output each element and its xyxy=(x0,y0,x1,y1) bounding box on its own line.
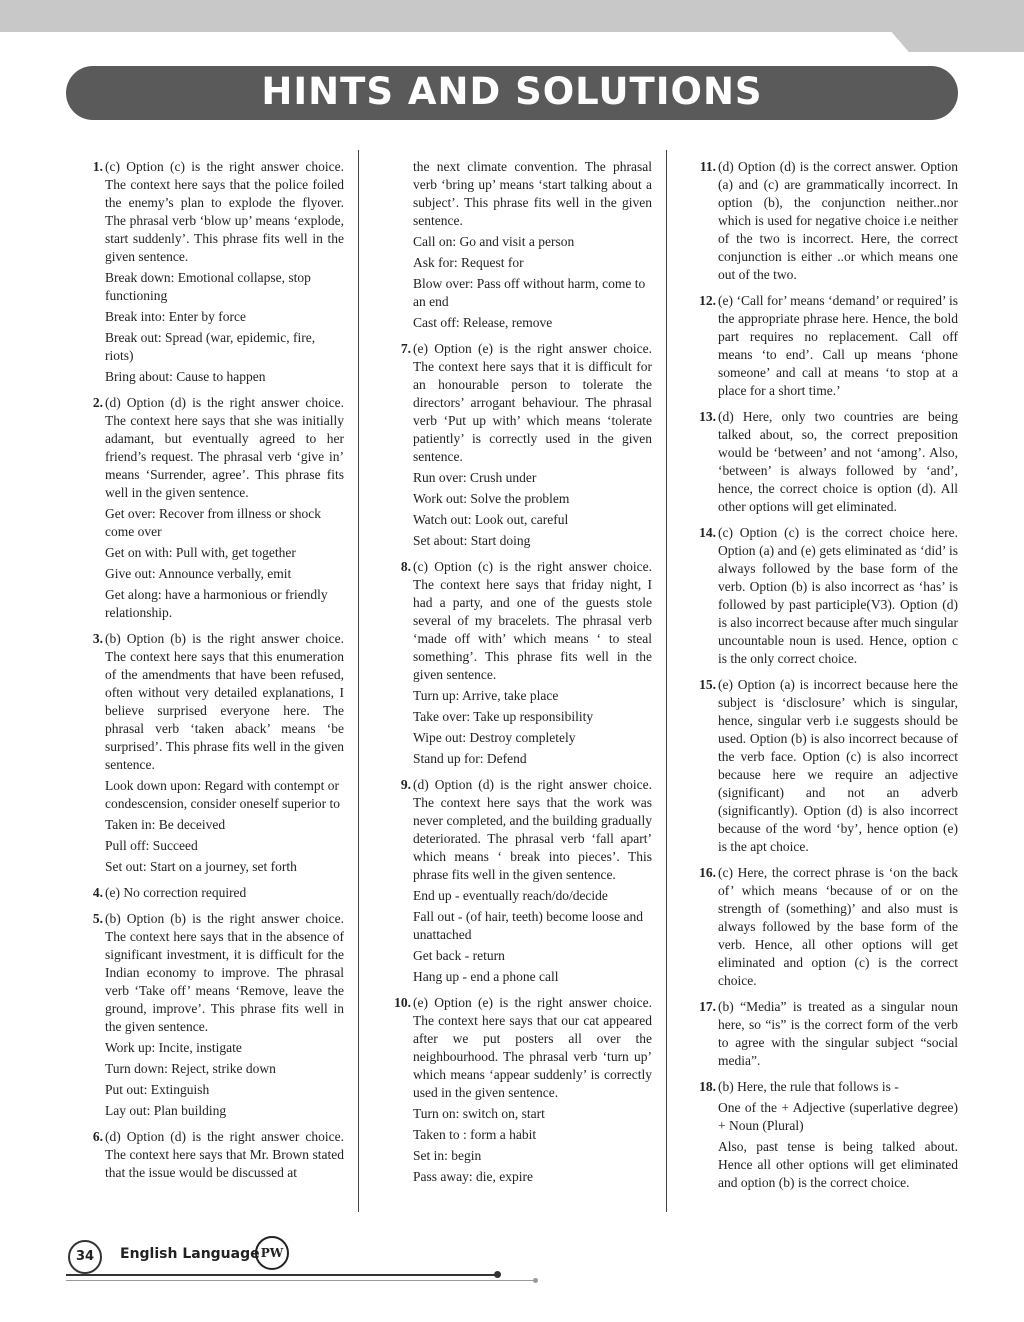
phrasal-verb-definition: Give out: Announce verbally, emit xyxy=(105,566,292,581)
solution-text: Also, past tense is being talked about. Hence all other options will get eliminated and option (b) is the correct choice. xyxy=(718,1139,958,1190)
solution-text: (b) Here, the rule that follows is - xyxy=(718,1079,899,1094)
solution-text: the next climate convention. The phrasal verb ‘bring up’ means ‘start talking about a subject’. This phrase fits well in the given sentence. xyxy=(413,159,652,228)
solution-item xyxy=(701,524,958,668)
solution-number: 3. xyxy=(92,631,103,646)
phrasal-verb-definition: Wipe out: Destroy completely xyxy=(413,730,576,745)
solution-text: (d) Here, only two countries are being talked about, so, the correct preposition would be ‘between’ and not ‘among’. Also, ‘between’ is always followed by ‘and’, hence, the correct choice is option (d). All other options will get eliminated. xyxy=(718,409,958,514)
solution-number: 13. xyxy=(699,409,716,424)
solution-number: 15. xyxy=(699,677,716,692)
phrasal-verb-definition: Break into: Enter by force xyxy=(105,309,246,324)
top-bar-tab xyxy=(864,0,1024,52)
solution-number: 11. xyxy=(699,159,716,174)
phrasal-verb-definition: Taken to : form a habit xyxy=(413,1127,537,1142)
page-number: 34 xyxy=(68,1240,102,1274)
solution-number: 8. xyxy=(400,559,411,574)
phrasal-verb-definition: Lay out: Plan building xyxy=(105,1103,227,1118)
solution-item xyxy=(396,994,652,1186)
phrasal-verb-definition: Stand up for: Defend xyxy=(413,751,527,766)
solution-item xyxy=(396,558,652,768)
solution-number: 17. xyxy=(699,999,716,1014)
phrasal-verb-definition: Run over: Crush under xyxy=(413,470,537,485)
solution-item xyxy=(88,910,344,1120)
solution-item xyxy=(701,864,958,990)
phrasal-verb-definition: Fall out - (of hair, teeth) become loose and unattached xyxy=(413,909,644,942)
phrasal-verb-definition: Get over: Recover from illness or shock come over xyxy=(105,506,321,539)
solution-item xyxy=(701,676,958,856)
solution-text: (d) Option (d) is the right answer choice. The context here says that Mr. Brown stated that the issue would be discussed at xyxy=(105,1129,344,1180)
solution-number: 2. xyxy=(92,395,103,410)
solution-text: (e) No correction required xyxy=(105,885,247,900)
solution-text: One of the + Adjective (superlative degree) + Noun (Plural) xyxy=(718,1100,958,1133)
solution-text: (e) Option (e) is the right answer choice. The context here says that it is difficult for an honourable person to tolerate the directors’ arrogant behaviour. The phrasal verb ‘Put up with’ which means ‘tolerate patiently’ is correctly used in the given sentence. xyxy=(413,341,652,464)
solution-item xyxy=(88,394,344,622)
column-divider xyxy=(358,150,359,1212)
column-divider xyxy=(666,150,667,1212)
solution-number: 14. xyxy=(699,525,716,540)
solution-number: 16. xyxy=(699,865,716,880)
phrasal-verb-definition: Get on with: Pull with, get together xyxy=(105,545,296,560)
solution-item xyxy=(396,340,652,550)
solution-number: 18. xyxy=(699,1079,716,1094)
phrasal-verb-definition: Turn up: Arrive, take place xyxy=(413,688,559,703)
footer-rule xyxy=(66,1274,496,1276)
footer-rule-dot xyxy=(533,1278,538,1283)
title-banner xyxy=(66,66,958,120)
solution-number: 5. xyxy=(92,911,103,926)
phrasal-verb-definition: Pull off: Succeed xyxy=(105,838,198,853)
solution-column-2 xyxy=(396,158,652,1194)
solution-item xyxy=(88,158,344,386)
solution-text: (b) Option (b) is the right answer choice. The context here says that in the absence of significant investment, it is difficult for the Indian economy to improve. The phrasal verb ‘Take off’ means ‘Remove, leave the ground, improve’. This phrase fits well in the given sentence. xyxy=(105,911,344,1034)
phrasal-verb-definition: Break down: Emotional collapse, stop functioning xyxy=(105,270,311,303)
phrasal-verb-definition: Get along: have a harmonious or friendly relationship. xyxy=(105,587,328,620)
solution-number: 6. xyxy=(92,1129,103,1144)
solution-item xyxy=(88,630,344,876)
solution-text: (d) Option (d) is the right answer choice. The context here says that she was initially adamant, but eventually agreed to her friend’s request. The phrasal verb ‘give in’ means ‘Surrender, agree’. This phrase fits well in the given sentence. xyxy=(105,395,344,500)
phrasal-verb-definition: Put out: Extinguish xyxy=(105,1082,210,1097)
solution-text: (c) Option (c) is the right answer choice. The context here says that friday night, I had a party, and one of the guests stole several of my bracelets. The phrasal verb ‘made off with’ which means ‘ to steal something’. This phrase fits well in the given sentence. xyxy=(413,559,652,682)
solution-text: (d) Option (d) is the correct answer. Option (a) and (c) are grammatically incorrect. In option (b), the conjunction neither..nor which is used for negative choice i.e neither of the two is incorrect. Here, the correct conjunction is either ..or which means one out of the two. xyxy=(718,159,958,282)
phrasal-verb-definition: Turn down: Reject, strike down xyxy=(105,1061,276,1076)
solution-item xyxy=(88,1128,344,1182)
footer-rule-dot xyxy=(494,1271,501,1278)
phrasal-verb-definition: Taken in: Be deceived xyxy=(105,817,226,832)
solution-column-3 xyxy=(701,158,958,1200)
solution-number: 7. xyxy=(400,341,411,356)
phrasal-verb-definition: Work out: Solve the problem xyxy=(413,491,570,506)
phrasal-verb-definition: Look down upon: Regard with contempt or condescension, consider oneself superior to xyxy=(105,778,341,811)
phrasal-verb-definition: Get back - return xyxy=(413,948,505,963)
phrasal-verb-definition: Call on: Go and visit a person xyxy=(413,234,575,249)
phrasal-verb-definition: Cast off: Release, remove xyxy=(413,315,553,330)
phrasal-verb-definition: Set in: begin xyxy=(413,1148,482,1163)
solution-item xyxy=(396,158,652,332)
solution-number: 9. xyxy=(400,777,411,792)
phrasal-verb-definition: End up - eventually reach/do/decide xyxy=(413,888,608,903)
solution-column-1 xyxy=(88,158,344,1190)
solution-item xyxy=(701,158,958,284)
phrasal-verb-definition: Blow over: Pass off without harm, come to an end xyxy=(413,276,646,309)
solution-item xyxy=(88,884,344,902)
solution-item xyxy=(701,998,958,1070)
solution-text: (b) Option (b) is the right answer choice. The context here says that this enumeration of the amendments that have been refused, often without very detailed explanations, I believe surprised everyone here. The phrasal verb ‘taken aback’ means ‘be surprised’. This phrase fits well in the given sentence. xyxy=(105,631,344,772)
solution-text: (b) “Media” is treated as a singular noun here, so “is” is the correct form of the verb to agree with the singular subject “social media”. xyxy=(718,999,958,1068)
solution-number: 12. xyxy=(699,293,716,308)
solution-item xyxy=(396,776,652,986)
publisher-logo: PW xyxy=(255,1236,289,1270)
solution-number: 10. xyxy=(394,995,411,1010)
phrasal-verb-definition: Watch out: Look out, careful xyxy=(413,512,569,527)
solution-text: (d) Option (d) is the right answer choice. The context here says that the work was never completed, and the building gradually deteriorated. The phrasal verb ‘fall apart’ which means ‘ break into pieces’. This phrase fits well in the given sentence. xyxy=(413,777,652,882)
phrasal-verb-definition: Set out: Start on a journey, set forth xyxy=(105,859,297,874)
solution-item xyxy=(701,292,958,400)
solution-item xyxy=(701,408,958,516)
footer-rule xyxy=(66,1280,536,1281)
solution-text: (e) Option (e) is the right answer choice. The context here says that our cat appeared after we put posters all over the neighbourhood. The phrasal verb ‘turn up’ which means ‘appear suddenly’ is correctly used in the given sentence. xyxy=(413,995,652,1100)
solution-text: (c) Here, the correct phrase is ‘on the back of’ which means ‘because of or on the strength of (something)’ and also must is always followed by the base form of the verb. Hence, all other options will get eliminated and option (c) is the correct choice. xyxy=(718,865,958,988)
phrasal-verb-definition: Ask for: Request for xyxy=(413,255,524,270)
page-title: HINTS AND SOLUTIONS xyxy=(261,70,763,113)
phrasal-verb-definition: Take over: Take up responsibility xyxy=(413,709,594,724)
phrasal-verb-definition: Bring about: Cause to happen xyxy=(105,369,266,384)
solution-item xyxy=(701,1078,958,1192)
solution-text: (e) Option (a) is incorrect because here the subject is ‘disclosure’ which is singular, hence, singular verb i.e suggests should be used. Option (b) is also incorrect because of the verb face. Option (c) is also incorrect because here we require an adjective (significant) and not an adverb (significantly). Option (d) is also incorrect because of the word ‘by’, hence option (e) is the apt choice. xyxy=(718,677,958,854)
page-footer xyxy=(60,1232,600,1282)
phrasal-verb-definition: Break out: Spread (war, epidemic, fire, riots) xyxy=(105,330,316,363)
phrasal-verb-definition: Work up: Incite, instigate xyxy=(105,1040,242,1055)
phrasal-verb-definition: Pass away: die, expire xyxy=(413,1169,533,1184)
phrasal-verb-definition: Turn on: switch on, start xyxy=(413,1106,545,1121)
solution-number: 4. xyxy=(92,885,103,900)
footer-label: English Language xyxy=(120,1246,260,1262)
phrasal-verb-definition: Hang up - end a phone call xyxy=(413,969,559,984)
solution-text: (e) ‘Call for’ means ‘demand’ or required’ is the appropriate phrase here. Hence, the bold part requires no replacement. Call off means ‘to end’. Call up means ‘phone someone’ and call at means ‘to stop at a place for a short time.’ xyxy=(718,293,958,398)
solution-text: (c) Option (c) is the correct choice here. Option (a) and (e) gets eliminated as ‘did’ is always followed by the base form of the verb. Option (b) is also incorrect as ‘has’ is followed by past participle(V3). Option (d) is also incorrect because after much singular uncountable noun is used. Hence, option c is the only correct choice. xyxy=(718,525,958,666)
solution-text: (c) Option (c) is the right answer choice. The context here says that the police foiled the enemy’s plan to explode the flyover. The phrasal verb ‘blow up’ means ‘explode, start suddenly’. This phrase fits well in the given sentence. xyxy=(105,159,344,264)
phrasal-verb-definition: Set about: Start doing xyxy=(413,533,531,548)
solution-number: 1. xyxy=(92,159,103,174)
